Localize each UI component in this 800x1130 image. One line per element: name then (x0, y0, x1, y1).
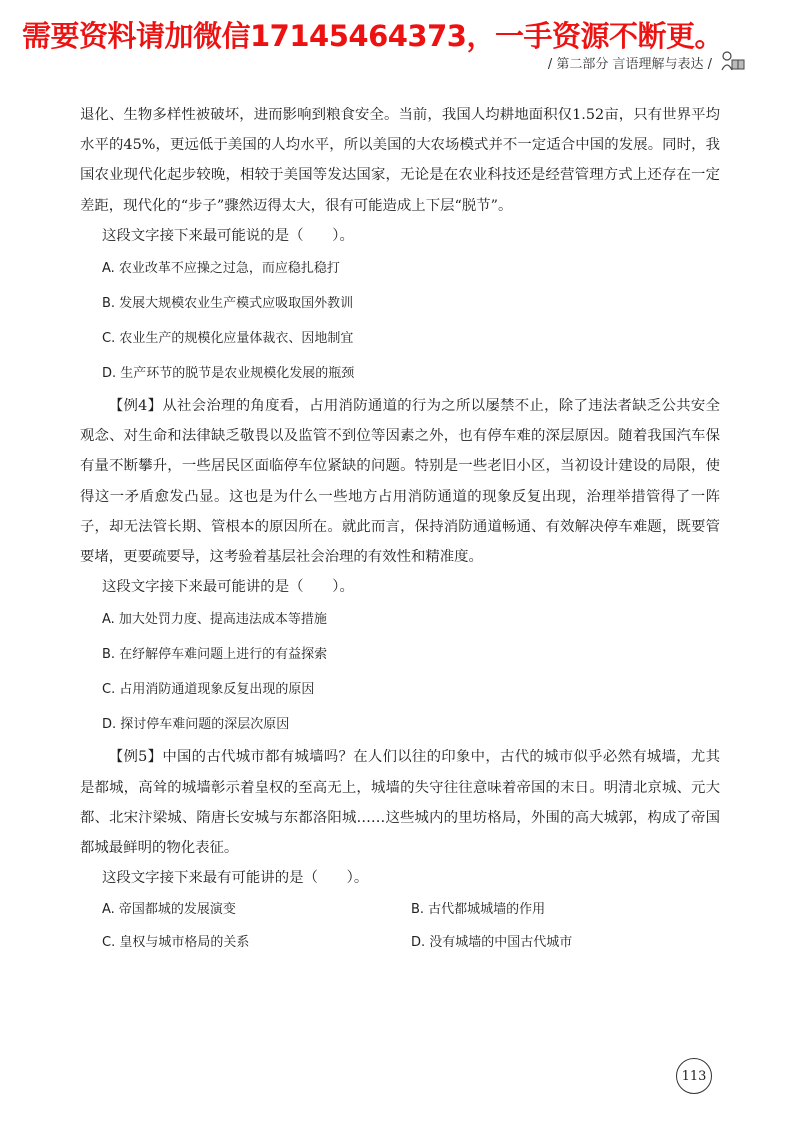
example4-label: 【例4】 (108, 398, 163, 415)
reading-figure-icon (718, 50, 748, 72)
example5-option-a: A. 帝国都城的发展演变 (102, 902, 236, 918)
example4-paragraph (80, 391, 720, 572)
page-number: 113 (676, 1058, 712, 1094)
example5-option-c: C. 皇权与城市格局的关系 (102, 935, 250, 951)
example4-text: 从社会治理的角度看，占用消防通道的行为之所以屡禁不止，除了违法者缺乏公共安全观念、对生命和法律缺乏敬畏以及监管不到位等因素之外，也有停车难的深层原因。随着我国汽车保有量不断攀升，一些居民区面临停车位紧缺的问题。特别是一些老旧小区，当初设计建设的局限，使得这一矛盾愈发凸显。这也是为什么一些地方占用消防通道的现象反复出现，治理举措管得了一阵子，却无法管长期、管根本的原因所在。就此而言，保持消防通道畅通、有效解决停车难题，既要管要堵，更要疏要导，这考验着基层社会治理的有效性和精准度。 (80, 398, 721, 566)
intro-option-c: C. 农业生产的规模化应量体裁衣、因地制宜 (102, 331, 354, 347)
example4-option-a: A. 加大处罚力度、提高违法成本等措施 (102, 612, 327, 628)
example4-option-c: C. 占用消防通道现象反复出现的原因 (102, 682, 315, 698)
example4-option-b: B. 在纾解停车难问题上进行的有益探索 (102, 647, 328, 663)
intro-question: 这段文字接下来最可能说的是（ ）。 (102, 227, 354, 244)
example5-paragraph (80, 742, 720, 863)
watermark-banner: 需要资料请加微信17145464373，一手资源不断更。 (22, 19, 723, 53)
intro-option-b: B. 发展大规模农业生产模式应吸取国外教训 (102, 296, 354, 312)
example5-question: 这段文字接下来最有可能讲的是（ ）。 (102, 870, 369, 887)
page-content (80, 100, 720, 959)
example5-text: 中国的古代城市都有城墙吗？在人们以往的印象中，古代的城市似乎必然有城墙，尤其是都城，高耸的城墙彰示着皇权的至高无上，城墙的失守往往意味着帝国的末日。明清北京城、元大都、北宋汴梁城、隋唐长安城与东都洛阳城……这些城内的里坊格局，外围的高大城郭，构成了帝国都城最鲜明的物化表征。 (80, 749, 721, 857)
intro-paragraph: 退化、生物多样性被破坏，进而影响到粮食安全。当前，我国人均耕地面积仅1.52亩，只有世界平均水平的45%，更远低于美国的人均水平，所以美国的大农场模式并不一定适合中国的发展。同时，我国农业现代化起步较晚，相较于美国等发达国家，无论是在农业科技还是经营管理方式上还存在一定差距，现代化的“步子”骤然迈得太大，很有可能造成上下层“脱节”。 (80, 107, 720, 214)
example5-option-b: B. 古代都城城墙的作用 (411, 902, 546, 918)
example5-option-d: D. 没有城墙的中国古代城市 (411, 935, 573, 951)
example4-option-d: D. 探讨停车难问题的深层次原因 (102, 717, 290, 733)
example4-question: 这段文字接下来最可能讲的是（ ）。 (102, 579, 354, 596)
intro-option-a: A. 农业改革不应操之过急，而应稳扎稳打 (102, 261, 340, 277)
intro-option-d: D. 生产环节的脱节是农业规模化发展的瓶颈 (102, 366, 355, 382)
example5-options (80, 893, 720, 959)
section-header: / 第二部分 言语理解与表达 / (547, 57, 712, 72)
example5-label: 【例5】 (108, 749, 163, 766)
